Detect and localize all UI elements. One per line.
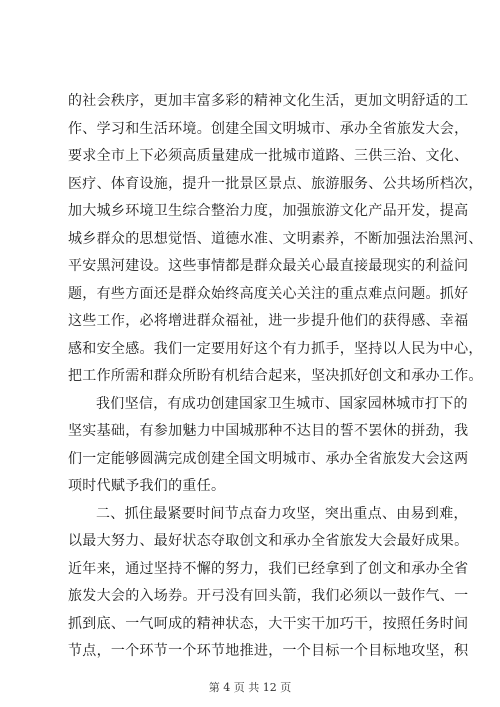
- page-footer: 第 4 页 共 12 页: [208, 681, 292, 694]
- text-line: 平安黑河建设。这些事情都是群众最关心最直接最现实的利益问: [68, 258, 469, 274]
- text-line: 节点，一个环节一个环节地推进，一个目标一个目标地攻坚，积: [68, 643, 469, 659]
- paragraph: [68, 501, 469, 666]
- text-line: 要求全市上下必须高质量建成一批城市道路、三供三治、文化、: [68, 148, 469, 164]
- text-line: 把工作所需和群众所盼有机结合起来，坚决抓好创文和承办工作。: [68, 368, 483, 384]
- paragraph: [68, 391, 469, 501]
- text-line: 这些工作，必将增进群众福祉，进一步提升他们的获得感、幸福: [68, 313, 469, 329]
- text-line: 二、抓住最紧要时间节点奋力攻坚，突出重点、由易到难，: [96, 505, 468, 522]
- document-body: [68, 88, 483, 666]
- text-line: 感和安全感。我们一定要用好这个有力抓手，坚持以人民为中心，: [68, 340, 483, 357]
- text-line: 医疗、体育设施，提升一批景区景点、旅游服务、公共场所档次，: [68, 175, 483, 192]
- text-line: 们一定能够圆满完成创建全国文明城市、承办全省旅发大会这两: [68, 450, 469, 467]
- text-line: 抓到底、一气呵成的精神状态，大干实干加巧干，按照任务时间: [68, 615, 469, 632]
- text-line: 题，有些方面还是群众始终高度关心关注的重点难点问题。抓好: [68, 285, 469, 302]
- text-line: 加大城乡环境卫生综合整治力度，加强旅游文化产品开发，提高: [68, 203, 469, 219]
- text-line: 坚实基础，有参加魅力中国城那种不达目的誓不罢休的拼劲，我: [68, 423, 469, 439]
- text-line: 以最大努力、最好状态夺取创文和承办全省旅发大会最好成果。: [68, 533, 469, 549]
- text-line: 我们坚信，有成功创建国家卫生城市、国家园林城市打下的: [96, 395, 468, 412]
- paragraph: [68, 88, 483, 391]
- text-line: 的社会秩序，更加丰富多彩的精神文化生活，更加文明舒适的工: [68, 93, 469, 109]
- text-line: 旅发大会的入场券。开弓没有回头箭，我们必须以一鼓作气、一: [68, 588, 469, 604]
- text-line: 作、学习和生活环境。创建全国文明城市、承办全省旅发大会，: [68, 120, 469, 137]
- text-line: 近年来，通过坚持不懈的努力，我们已经拿到了创文和承办全省: [68, 560, 469, 577]
- text-line: 项时代赋予我们的重任。: [68, 478, 226, 494]
- text-line: 城乡群众的思想觉悟、道德水准、文明素养，不断加强法治黑河、: [68, 230, 483, 247]
